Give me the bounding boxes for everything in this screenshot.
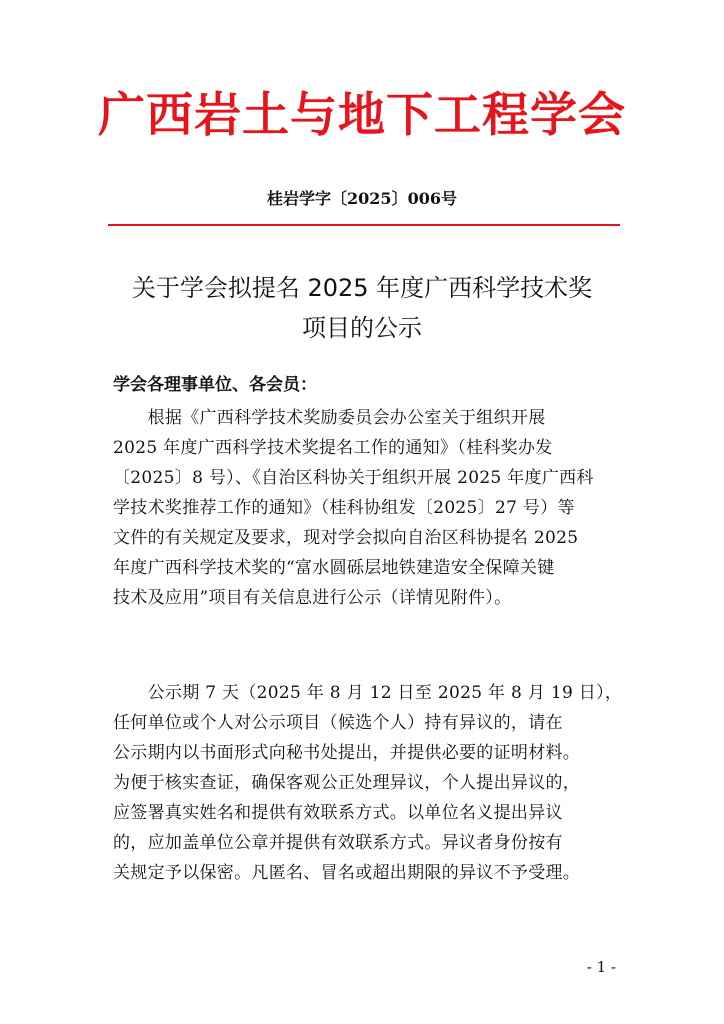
paragraph-line: 应签署真实姓名和提供有效联系方式。以单位名义提出异议	[113, 803, 563, 823]
document-title-line: 关于学会拟提名 2025 年度广西科学技术奖	[131, 274, 593, 302]
body-paragraph-1	[113, 403, 615, 613]
document-title-line: 项目的公示	[302, 314, 422, 342]
paragraph-line: 的，应加盖单位公章并提供有效联系方式。异议者身份按有	[113, 833, 563, 853]
paragraph-line: 年度广西科学技术奖的“富水圆砾层地铁建造安全保障关键	[113, 558, 555, 578]
document-number: 桂岩学字〔2025〕006号	[267, 189, 457, 208]
paragraph-line: 公示期 7 天（2025 年 8 月 12 日至 2025 年 8 月 19 日），	[113, 683, 623, 703]
paragraph-line: 2025 年度广西科学技术奖提名工作的通知》（桂科奖办发	[113, 438, 553, 458]
document-title	[0, 268, 724, 348]
body-paragraph-2	[113, 678, 623, 888]
organization-title: 广西岩土与地下工程学会	[98, 88, 626, 143]
paragraph-line: 为便于核实查证，确保客观公正处理异议，个人提出异议的，	[113, 773, 581, 793]
salutation: 学会各理事单位、各会员：	[113, 375, 317, 395]
paragraph-line: 文件的有关规定及要求，现对学会拟向自治区科协提名 2025	[113, 528, 579, 548]
paragraph-line: 技术及应用”项目有关信息进行公示（详情见附件）。	[113, 588, 512, 608]
red-header-rule	[108, 224, 620, 226]
paragraph-line: 根据《广西科学技术奖励委员会办公室关于组织开展	[113, 408, 546, 428]
paragraph-line: 〔2025〕8 号）、《自治区科协关于组织开展 2025 年度广西科	[113, 468, 594, 488]
paragraph-line: 公示期内以书面形式向秘书处提出，并提供必要的证明材料。	[113, 743, 581, 763]
paragraph-line: 任何单位或个人对公示项目（候选个人）持有异议的，请在	[113, 713, 563, 733]
page-number: - 1 -	[586, 958, 616, 976]
paragraph-line: 关规定予以保密。凡匿名、冒名或超出期限的异议不予受理。	[113, 863, 581, 883]
paragraph-line: 学技术奖推荐工作的通知》（桂科协组发〔2025〕27 号）等	[113, 498, 575, 518]
